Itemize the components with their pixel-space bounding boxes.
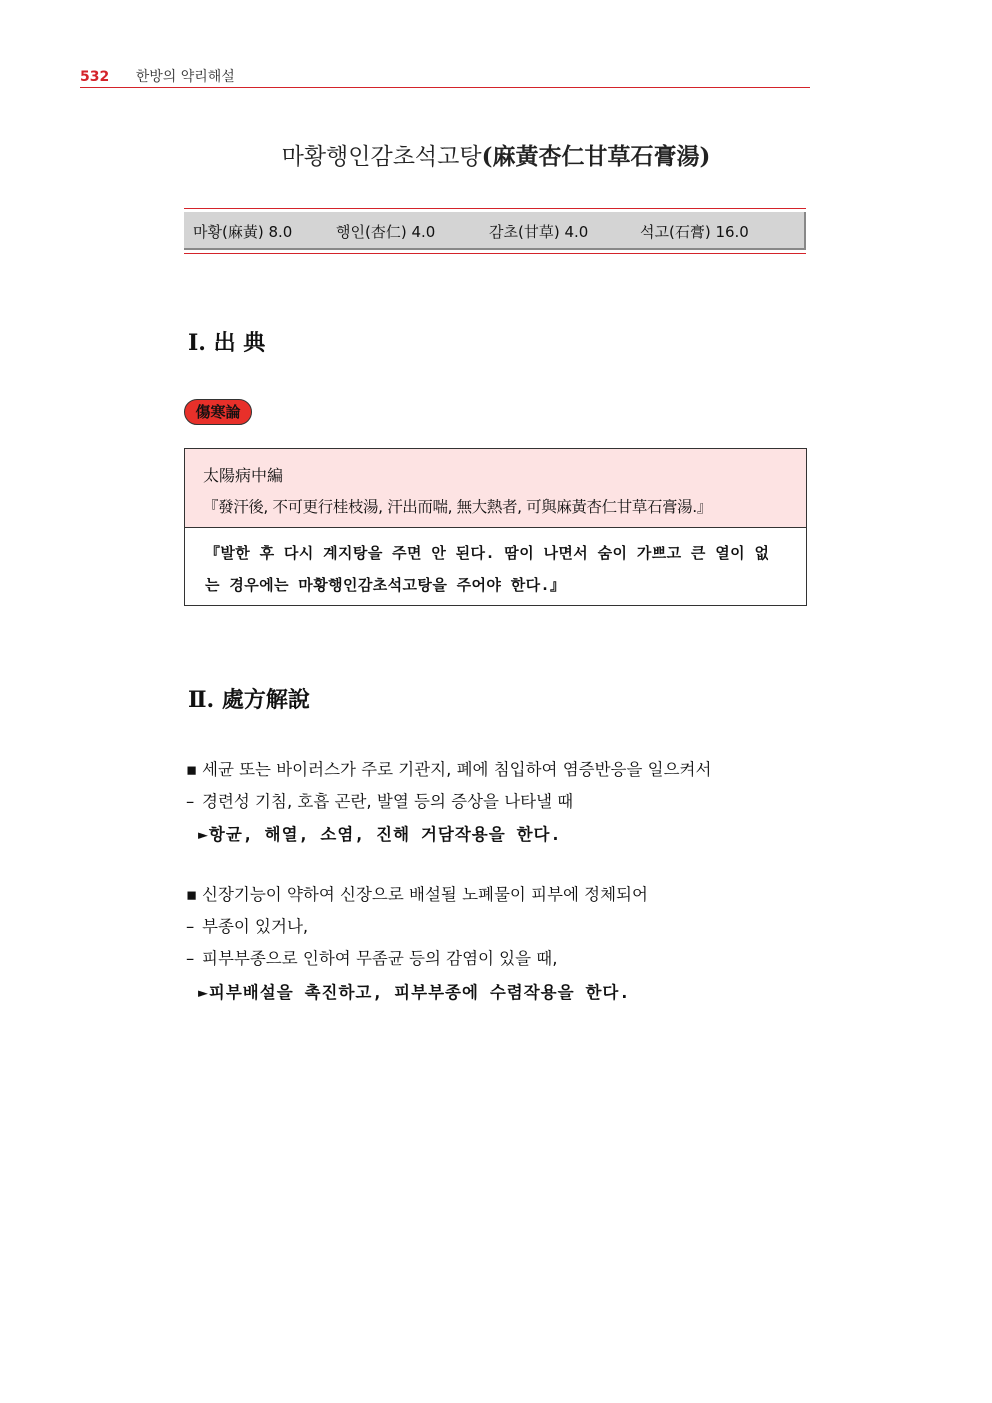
- section-heading-explanation: Ⅱ. 處方解說: [188, 687, 310, 713]
- ingredient-apricot-kernel: 행인(杏仁) 4.0: [336, 223, 436, 241]
- explanation-2-line-3: – 피부부종으로 인하여 무좀균 등의 감염이 있을 때,: [186, 949, 558, 968]
- page-header: [80, 66, 235, 86]
- explanation-2-line-2: – 부종이 있거나,: [186, 917, 309, 936]
- prescription-title: [0, 138, 992, 171]
- book-title: 한방의 약리해설: [135, 69, 235, 85]
- dash-marker: –: [186, 949, 195, 968]
- page-number: 532: [80, 69, 110, 85]
- quote-original-text: 『發汗後, 不可更行桂枝湯, 汗出而喘, 無大熱者, 可與麻黃杏仁甘草石膏湯.』: [203, 498, 712, 516]
- explanation-1-result: ►항균, 해열, 소염, 진해 거담작용을 한다.: [198, 825, 562, 844]
- quote-translation-line-1: 『발한 후 다시 계지탕을 주면 안 된다. 땀이 나면서 숨이 가쁘고 큰 열이 없: [205, 544, 770, 562]
- ingredient-ephedra: 마황(麻黃) 8.0: [193, 223, 293, 241]
- ingredient-licorice: 감초(甘草) 4.0: [489, 223, 589, 241]
- explanation-1-line-1: ▪ 세균 또는 바이러스가 주로 기관지, 폐에 침입하여 염증반응을 일으켜서: [186, 760, 712, 779]
- ingredients-bottom-rule: [184, 253, 806, 254]
- explanation-2-result: ►피부배설을 촉진하고, 피부부종에 수렴작용을 한다.: [198, 983, 631, 1002]
- bullet-marker: ▪: [186, 760, 198, 779]
- header-divider: [80, 87, 810, 88]
- dash-marker: –: [186, 917, 195, 936]
- quote-translation-line-2: 는 경우에는 마황행인감초석고탕을 주어야 한다.』: [205, 576, 566, 594]
- quote-chapter: 太陽病中編: [203, 466, 284, 485]
- title-korean: 마황행인감초석고탕: [281, 144, 482, 170]
- source-quote-box: [184, 448, 807, 606]
- source-badge: 傷寒論: [184, 399, 252, 425]
- explanation-1-line-2: – 경련성 기침, 호흡 곤란, 발열 등의 증상을 나타낼 때: [186, 792, 574, 811]
- ingredients-top-rule: [184, 208, 806, 209]
- explanation-2-line-1: ▪ 신장기능이 약하여 신장으로 배설될 노폐물이 피부에 정체되어: [186, 885, 648, 904]
- quote-original-panel: [185, 449, 806, 528]
- bullet-marker: ▪: [186, 885, 198, 904]
- ingredient-gypsum: 석고(石膏) 16.0: [640, 223, 749, 241]
- dash-marker: –: [186, 792, 195, 811]
- title-chinese: (麻黃杏仁甘草石膏湯): [481, 143, 711, 170]
- section-heading-source: Ⅰ. 出 典: [188, 330, 266, 356]
